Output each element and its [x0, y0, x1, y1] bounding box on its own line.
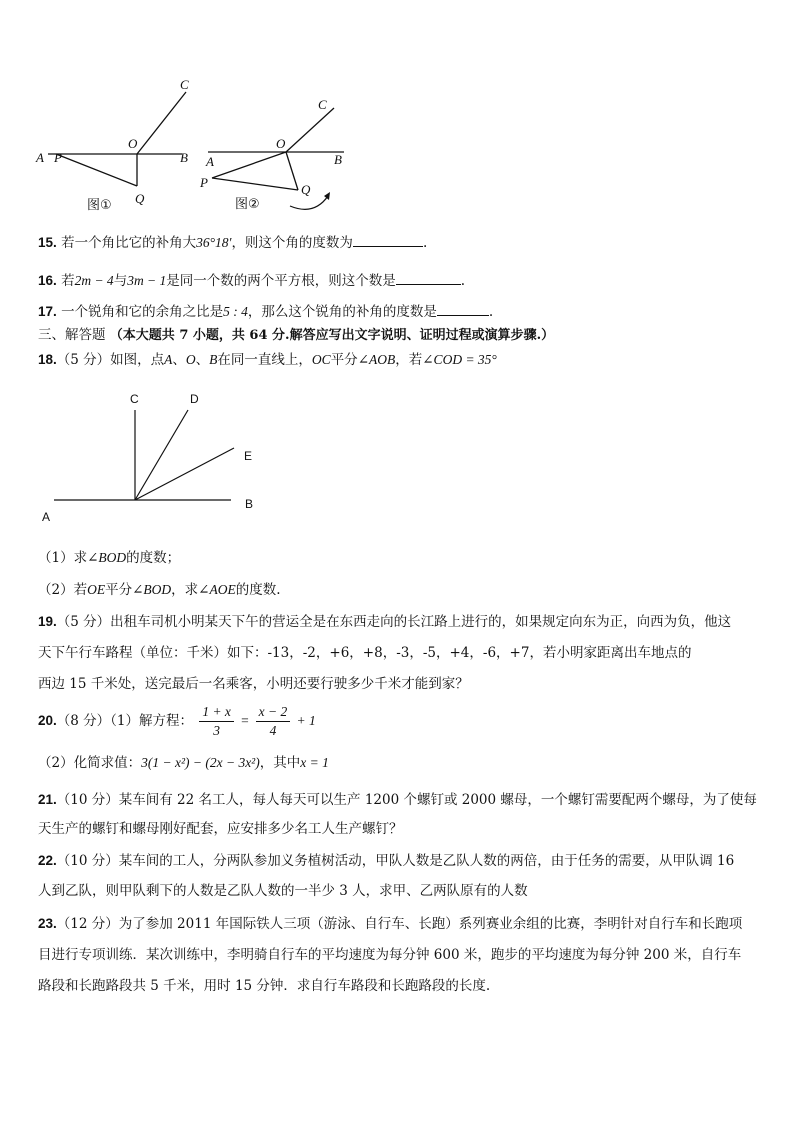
label-Q: Q: [135, 191, 145, 206]
label-D: D: [190, 392, 199, 406]
label-B: B: [334, 152, 342, 167]
q20-score: （8 分）: [56, 713, 111, 729]
section-3-heading: [38, 325, 758, 346]
question-17: 17. 一个锐角和它的余角之比是5 : 4，那么这个锐角的补角的度数是 .: [38, 301, 758, 322]
q18-score: （5 分）: [56, 352, 111, 368]
q15-angle: 36°18′: [196, 235, 232, 250]
question-18: 18.（5 分）如图，点A、O、B在同一直线上，OC平分∠AOB，若∠COD = 35°: [38, 352, 497, 368]
label-O: O: [276, 136, 286, 151]
q17-answer-blank[interactable]: [437, 301, 489, 316]
ray-OC: [286, 108, 334, 152]
caption-fig1: 图①: [87, 198, 112, 213]
q16-number: 16.: [38, 273, 57, 288]
question-23-line-2: 目进行专项训练．某次训练中，李明骑自行车的平均速度为每分钟 600 米，跑步的平均速度为每分钟 200 米，自行车: [38, 947, 742, 963]
q21-score: （10 分）: [56, 792, 119, 808]
q19-number: 19.: [38, 614, 57, 629]
label-C: C: [130, 392, 139, 406]
label-P: P: [200, 175, 208, 190]
q18-given-angle: ∠COD = 35°: [422, 352, 497, 367]
rotation-arrow-icon: [290, 196, 328, 209]
q17-ratio: 5 : 4: [223, 304, 248, 319]
q15-text-post: ，则这个角的度数为: [231, 235, 353, 251]
figure-1: [30, 70, 200, 215]
q16-expr2: 3m − 1: [127, 273, 167, 288]
caption-fig2: 图②: [235, 197, 260, 212]
q23-number: 23.: [38, 916, 57, 931]
q15-answer-blank[interactable]: [353, 232, 423, 247]
question-21-line-1: 21.（10 分）某车间有 22 名工人，每人每天可以生产 1200 个螺钉或 2000 螺母，一个螺钉需要配两个螺母，为了使每: [38, 792, 757, 808]
label-A: A: [206, 154, 214, 169]
question-18-part-1: （1）求∠BOD的度数；: [38, 550, 181, 566]
question-20-part-1: 20.（8 分）（1）解方程： $\frac{1 + x}{3}$ = $\frac{x - 2}{4}$ + 1: [38, 704, 316, 738]
q19-score: （5 分）: [56, 614, 111, 630]
q18-number: 18.: [38, 352, 57, 367]
label-C: C: [180, 77, 189, 92]
question-21-line-2: 天生产的螺钉和螺母刚好配套，应安排多少名工人生产螺钉？: [38, 821, 403, 837]
q20-expression: 3(1 − x²) − (2x − 3x²): [141, 755, 260, 770]
question-19-line-3: 西边 15 千米处，送完最后一名乘客，小明还要行驶多少千米才能到家？: [38, 676, 469, 692]
q20-fraction-2: $\frac{x - 2}{4}$: [256, 703, 291, 740]
label-B: B: [245, 497, 254, 511]
figure-q18: [38, 390, 278, 525]
figure-2: [198, 90, 358, 220]
ray-OC: [137, 92, 186, 154]
q15-text: 若一个角比它的补角大: [61, 235, 197, 251]
q21-number: 21.: [38, 792, 57, 807]
label-C: C: [318, 97, 327, 112]
question-19-line-1: 19.（5 分）出租车司机小明某天下午的营运全是在东西走向的长江路上进行的，如果规定向东为正，向西为负，他这: [38, 614, 732, 630]
question-23-line-3: 路段和长跑路段共 5 千米，用时 15 分钟．求自行车路段和长跑路段的长度.: [38, 978, 491, 994]
question-16: 16. 若2m − 4与3m − 1是同一个数的两个平方根，则这个数是 .: [38, 270, 758, 291]
q16-expr1: 2m − 4: [74, 273, 114, 288]
question-22-line-2: 人到乙队，则甲队剩下的人数是乙队人数的一半少 3 人，求甲、乙两队原有的人数: [38, 883, 528, 899]
q22-number: 22.: [38, 853, 57, 868]
question-20-part-2: （2）化简求值：3(1 − x²) − (2x − 3x²)，其中x = 1: [38, 755, 329, 771]
q23-score: （12 分）: [56, 916, 119, 932]
label-P: P: [54, 150, 62, 165]
label-E: E: [244, 449, 253, 463]
label-A: A: [36, 150, 44, 165]
question-19-line-2: 天下午行车路程（单位：千米）如下：-13，-2，+6，+8，-3，-5，+4，-6，+7，若小明家距离出车地点的: [38, 645, 692, 661]
q20-fraction-1: $\frac{1 + x}{3}$: [199, 703, 234, 740]
question-22-line-1: 22.（10 分）某车间的工人，分两队参加义务植树活动，甲队人数是乙队人数的两倍，由于任务的需要，从甲队调 16: [38, 853, 735, 869]
question-15: 15. 若一个角比它的补角大36°18′，则这个角的度数为 .: [38, 232, 758, 253]
question-18-part-2: （2）若OE平分∠BOD，求∠AOE的度数.: [38, 582, 281, 598]
q15-number: 15.: [38, 235, 57, 250]
segment-PQ: [212, 178, 298, 190]
section-3-title: 三、解答题: [38, 327, 106, 343]
q20-number: 20.: [38, 713, 57, 728]
label-Q: Q: [301, 182, 311, 197]
label-O: O: [128, 136, 138, 151]
segment-OQ: [286, 152, 298, 190]
question-23-line-1: 23.（12 分）为了参加 2011 年国际铁人三项（游泳、自行车、长跑）系列赛业余组的比赛，李明针对自行车和长跑项: [38, 916, 743, 932]
segment-PQ: [56, 154, 137, 186]
q17-number: 17.: [38, 304, 57, 319]
section-3-note: （本大题共 7 小题，共 64 分.解答应写出文字说明、证明过程或演算步骤.）: [109, 328, 555, 343]
q22-score: （10 分）: [56, 853, 119, 869]
segment-PO: [212, 152, 286, 178]
label-A: A: [42, 510, 51, 524]
label-B: B: [180, 150, 188, 165]
q16-answer-blank[interactable]: [396, 270, 461, 285]
